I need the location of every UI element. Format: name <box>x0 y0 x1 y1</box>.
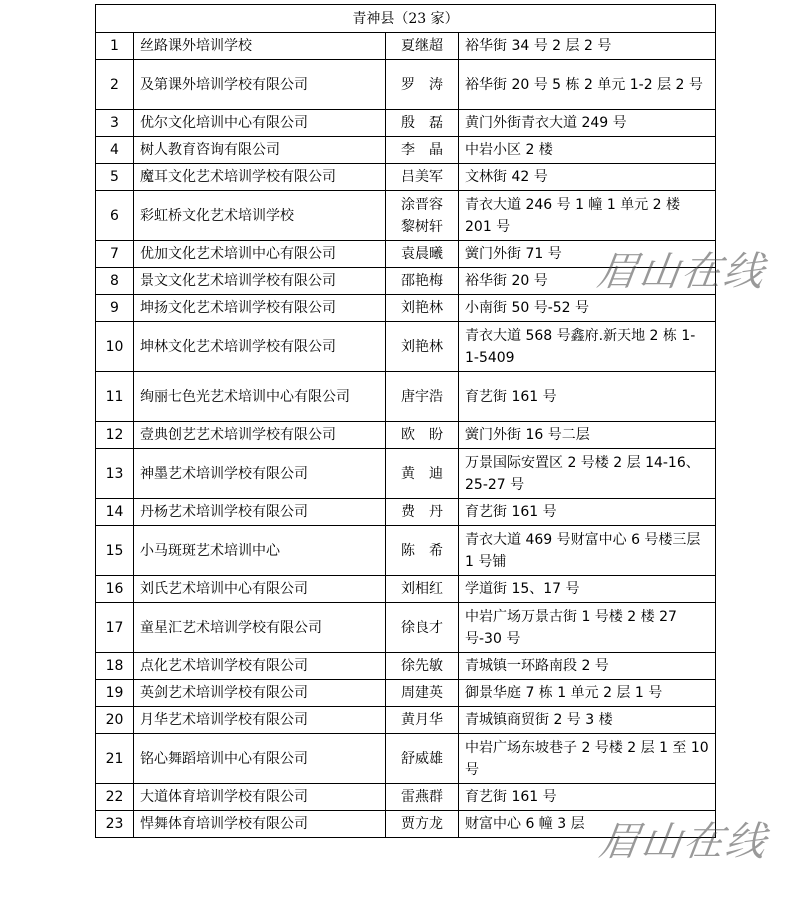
address-cell: 中岩小区 2 楼 <box>459 137 716 164</box>
address-cell: 青衣大道 568 号鑫府.新天地 2 栋 1-1-5409 <box>459 322 716 372</box>
contact-person: 周建英 <box>386 680 459 707</box>
institution-name: 悍舞体育培训学校有限公司 <box>134 811 386 838</box>
institution-name: 优加文化艺术培训中心有限公司 <box>134 241 386 268</box>
address-cell: 黄门外街青衣大道 249 号 <box>459 110 716 137</box>
contact-person: 刘相红 <box>386 576 459 603</box>
row-number: 7 <box>96 241 134 268</box>
table-row <box>96 33 716 60</box>
row-number: 3 <box>96 110 134 137</box>
row-number: 15 <box>96 526 134 576</box>
institution-name: 刘氏艺术培训中心有限公司 <box>134 576 386 603</box>
row-number: 20 <box>96 707 134 734</box>
table-row <box>96 526 716 576</box>
contact-person: 刘艳林 <box>386 295 459 322</box>
table-row <box>96 191 716 241</box>
table-row <box>96 322 716 372</box>
row-number: 13 <box>96 449 134 499</box>
table-row <box>96 110 716 137</box>
institution-name: 壹典创艺艺术培训学校有限公司 <box>134 422 386 449</box>
row-number: 14 <box>96 499 134 526</box>
row-number: 22 <box>96 784 134 811</box>
address-cell: 青衣大道 246 号 1 幢 1 单元 2 楼 201 号 <box>459 191 716 241</box>
table-row <box>96 499 716 526</box>
contact-person: 费 丹 <box>386 499 459 526</box>
institution-name: 神墨艺术培训学校有限公司 <box>134 449 386 499</box>
row-number: 11 <box>96 372 134 422</box>
address-cell: 青衣大道 469 号财富中心 6 号楼三层 1 号铺 <box>459 526 716 576</box>
contact-person: 徐先敏 <box>386 653 459 680</box>
row-number: 23 <box>96 811 134 838</box>
institution-name: 丹杨艺术培训学校有限公司 <box>134 499 386 526</box>
watermark-logo: 眉山在线 <box>596 819 771 865</box>
row-number: 1 <box>96 33 134 60</box>
institution-name: 童星汇艺术培训学校有限公司 <box>134 603 386 653</box>
table-row <box>96 603 716 653</box>
contact-person: 黄 迪 <box>386 449 459 499</box>
row-number: 19 <box>96 680 134 707</box>
row-number: 16 <box>96 576 134 603</box>
institution-name: 优尔文化培训中心有限公司 <box>134 110 386 137</box>
row-number: 4 <box>96 137 134 164</box>
institution-name: 铭心舞蹈培训中心有限公司 <box>134 734 386 784</box>
address-cell: 育艺街 161 号 <box>459 499 716 526</box>
contact-person: 李 晶 <box>386 137 459 164</box>
address-cell: 中岩广场东坡巷子 2 号楼 2 层 1 至 10 号 <box>459 734 716 784</box>
school-roster-table <box>95 4 716 838</box>
table-row <box>96 137 716 164</box>
contact-person: 罗 涛 <box>386 60 459 110</box>
address-cell: 黉门外街 71 号 <box>459 241 716 268</box>
address-cell: 财富中心 6 幢 3 层 <box>459 811 716 838</box>
row-number: 18 <box>96 653 134 680</box>
row-number: 6 <box>96 191 134 241</box>
contact-person: 徐良才 <box>386 603 459 653</box>
address-cell: 黉门外街 16 号二层 <box>459 422 716 449</box>
table-row <box>96 60 716 110</box>
table-caption-row <box>96 5 716 33</box>
contact-person: 涂晋容 黎树轩 <box>386 191 459 241</box>
table-row <box>96 164 716 191</box>
institution-name: 点化艺术培训学校有限公司 <box>134 653 386 680</box>
institution-name: 小马斑斑艺术培训中心 <box>134 526 386 576</box>
watermark-logo: 眉山在线 <box>594 249 769 295</box>
row-number: 8 <box>96 268 134 295</box>
table-row <box>96 295 716 322</box>
row-number: 21 <box>96 734 134 784</box>
contact-person: 黄月华 <box>386 707 459 734</box>
table-row <box>96 372 716 422</box>
contact-person: 殷 磊 <box>386 110 459 137</box>
contact-person: 邵艳梅 <box>386 268 459 295</box>
county-caption: 青神县（23 家） <box>96 5 716 33</box>
address-cell: 裕华街 20 号 5 栋 2 单元 1-2 层 2 号 <box>459 60 716 110</box>
contact-person: 欧 盼 <box>386 422 459 449</box>
contact-person: 袁晨曦 <box>386 241 459 268</box>
institution-name: 丝路课外培训学校 <box>134 33 386 60</box>
institution-name: 大道体育培训学校有限公司 <box>134 784 386 811</box>
address-cell: 御景华庭 7 栋 1 单元 2 层 1 号 <box>459 680 716 707</box>
address-cell: 万景国际安置区 2 号楼 2 层 14-16、25-27 号 <box>459 449 716 499</box>
institution-name: 坤林文化艺术培训学校有限公司 <box>134 322 386 372</box>
address-cell: 青城镇商贸街 2 号 3 楼 <box>459 707 716 734</box>
row-number: 17 <box>96 603 134 653</box>
address-cell: 中岩广场万景古街 1 号楼 2 楼 27 号-30 号 <box>459 603 716 653</box>
address-cell: 裕华街 34 号 2 层 2 号 <box>459 33 716 60</box>
address-cell: 裕华街 20 号 <box>459 268 716 295</box>
institution-name: 及第课外培训学校有限公司 <box>134 60 386 110</box>
contact-person: 夏继超 <box>386 33 459 60</box>
institution-name: 魔耳文化艺术培训学校有限公司 <box>134 164 386 191</box>
table-row <box>96 449 716 499</box>
contact-person: 雷燕群 <box>386 784 459 811</box>
table-row <box>96 576 716 603</box>
row-number: 9 <box>96 295 134 322</box>
contact-person: 贾方龙 <box>386 811 459 838</box>
contact-person: 吕美军 <box>386 164 459 191</box>
institution-name: 坤扬文化艺术培训学校有限公司 <box>134 295 386 322</box>
table-row <box>96 680 716 707</box>
contact-person: 刘艳林 <box>386 322 459 372</box>
table-row <box>96 422 716 449</box>
address-cell: 育艺街 161 号 <box>459 372 716 422</box>
table-row <box>96 784 716 811</box>
institution-name: 英剑艺术培训学校有限公司 <box>134 680 386 707</box>
address-cell: 学道街 15、17 号 <box>459 576 716 603</box>
contact-person: 舒威雄 <box>386 734 459 784</box>
address-cell: 育艺街 161 号 <box>459 784 716 811</box>
institution-name: 彩虹桥文化艺术培训学校 <box>134 191 386 241</box>
table-row <box>96 734 716 784</box>
institution-name: 景文文化艺术培训学校有限公司 <box>134 268 386 295</box>
table-row <box>96 653 716 680</box>
row-number: 10 <box>96 322 134 372</box>
contact-person: 唐宇浩 <box>386 372 459 422</box>
institution-name: 树人教育咨询有限公司 <box>134 137 386 164</box>
address-cell: 小南街 50 号-52 号 <box>459 295 716 322</box>
institution-name: 月华艺术培训学校有限公司 <box>134 707 386 734</box>
institution-name: 绚丽七色光艺术培训中心有限公司 <box>134 372 386 422</box>
row-number: 5 <box>96 164 134 191</box>
row-number: 12 <box>96 422 134 449</box>
row-number: 2 <box>96 60 134 110</box>
address-cell: 青城镇一环路南段 2 号 <box>459 653 716 680</box>
table-row <box>96 707 716 734</box>
contact-person: 陈 希 <box>386 526 459 576</box>
address-cell: 文林街 42 号 <box>459 164 716 191</box>
